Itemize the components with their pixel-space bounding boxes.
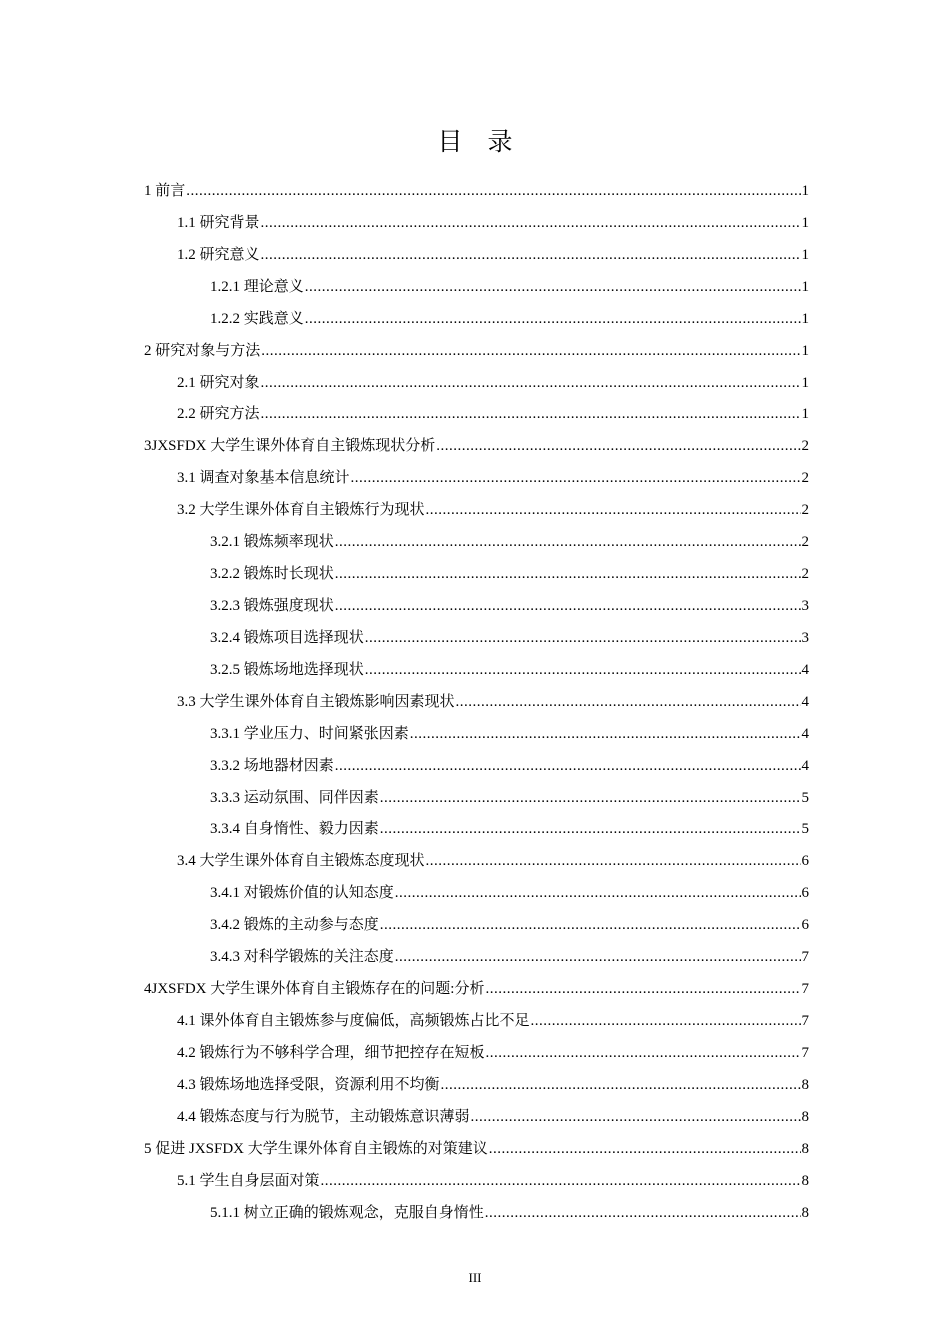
toc-leader-dots bbox=[380, 814, 801, 846]
toc-entry-title: 3.3.2 场地器材因素 bbox=[210, 757, 334, 774]
toc-entry-title: 5.1.1 树立正确的锻炼观念，克服自身惰性 bbox=[210, 1204, 484, 1221]
toc-entry-page: 1 bbox=[801, 246, 809, 263]
toc-entry-page: 1 bbox=[801, 310, 809, 327]
toc-entry-title: 4.4 锻炼态度与行为脱节，主动锻炼意识薄弱 bbox=[177, 1108, 470, 1125]
toc-entry-page: 1 bbox=[801, 406, 809, 423]
toc-entry[interactable] bbox=[144, 399, 809, 431]
toc-entry-title: 3.3.4 自身惰性、毅力因素 bbox=[210, 821, 379, 838]
toc-entry[interactable] bbox=[144, 336, 809, 368]
toc-leader-dots bbox=[489, 1134, 801, 1166]
toc-entry-title: 5.1 学生自身层面对策 bbox=[177, 1172, 320, 1189]
toc-entry[interactable] bbox=[144, 1166, 809, 1198]
toc-entry-page: 3 bbox=[801, 629, 809, 646]
toc-entry[interactable] bbox=[144, 751, 809, 783]
toc-entry-page: 4 bbox=[801, 661, 809, 678]
toc-entry[interactable] bbox=[144, 304, 809, 336]
toc-leader-dots bbox=[321, 1166, 801, 1198]
table-of-contents bbox=[144, 176, 809, 1229]
toc-leader-dots bbox=[261, 399, 801, 431]
toc-entry-page: 8 bbox=[801, 1172, 809, 1189]
toc-entry-title: 4.3 锻炼场地选择受限，资源利用不均衡 bbox=[177, 1076, 440, 1093]
toc-entry[interactable] bbox=[144, 942, 809, 974]
toc-entry-title: 3.1 调查对象基本信息统计 bbox=[177, 470, 350, 487]
toc-entry-title: 3.2.3 锻炼强度现状 bbox=[210, 597, 334, 614]
toc-entry-title: 3.3 大学生课外体育自主锻炼影响因素现状 bbox=[177, 693, 455, 710]
page-title: 目 录 bbox=[437, 127, 513, 156]
toc-leader-dots bbox=[261, 368, 801, 400]
toc-leader-dots bbox=[395, 942, 801, 974]
toc-leader-dots bbox=[365, 623, 801, 655]
toc-entry-title: 3.2.5 锻炼场地选择现状 bbox=[210, 661, 364, 678]
toc-entry-page: 7 bbox=[801, 981, 809, 998]
toc-leader-dots bbox=[335, 527, 801, 559]
toc-entry[interactable] bbox=[144, 591, 809, 623]
toc-entry-page: 6 bbox=[801, 917, 809, 934]
toc-entry-page: 1 bbox=[801, 214, 809, 231]
toc-entry[interactable] bbox=[144, 846, 809, 878]
toc-entry[interactable] bbox=[144, 687, 809, 719]
toc-entry-page: 2 bbox=[801, 534, 809, 551]
toc-leader-dots bbox=[410, 719, 801, 751]
toc-entry-title: 3.2.4 锻炼项目选择现状 bbox=[210, 629, 364, 646]
toc-entry-page: 4 bbox=[801, 725, 809, 742]
toc-entry-title: 2.1 研究对象 bbox=[177, 374, 260, 391]
toc-entry[interactable] bbox=[144, 559, 809, 591]
toc-entry[interactable] bbox=[144, 783, 809, 815]
toc-entry-page: 6 bbox=[801, 885, 809, 902]
toc-leader-dots bbox=[380, 910, 801, 942]
toc-entry-page: 5 bbox=[801, 789, 809, 806]
toc-entry-page: 8 bbox=[801, 1108, 809, 1125]
toc-entry-page: 5 bbox=[801, 821, 809, 838]
toc-entry-title: 1 前言 bbox=[144, 183, 186, 199]
toc-entry-page: 7 bbox=[801, 1012, 809, 1029]
toc-leader-dots bbox=[426, 495, 801, 527]
toc-leader-dots bbox=[365, 655, 801, 687]
toc-entry[interactable] bbox=[144, 431, 809, 463]
page-footer-number: III bbox=[468, 1270, 482, 1285]
toc-leader-dots bbox=[261, 336, 800, 368]
toc-entry[interactable] bbox=[144, 878, 809, 910]
toc-entry-title: 3.4.1 对锻炼价值的认知态度 bbox=[210, 885, 394, 902]
toc-entry-title: 3.3.1 学业压力、时间紧张因素 bbox=[210, 725, 409, 742]
toc-entry[interactable] bbox=[144, 1038, 809, 1070]
toc-entry[interactable] bbox=[144, 910, 809, 942]
toc-leader-dots bbox=[305, 272, 801, 304]
toc-entry[interactable] bbox=[144, 1102, 809, 1134]
toc-entry-title: 2 研究对象与方法 bbox=[144, 342, 261, 359]
toc-entry-title: 4JXSFDX 大学生课外体育自主锻炼存在的问题:分析 bbox=[144, 981, 485, 998]
toc-entry-page: 4 bbox=[801, 693, 809, 710]
toc-leader-dots bbox=[531, 1006, 801, 1038]
toc-leader-dots bbox=[380, 783, 801, 815]
toc-entry-title: 4.2 锻炼行为不够科学合理，细节把控存在短板 bbox=[177, 1044, 485, 1061]
toc-entry[interactable] bbox=[144, 527, 809, 559]
toc-entry[interactable] bbox=[144, 814, 809, 846]
toc-entry-title: 1.2.1 理论意义 bbox=[210, 278, 304, 295]
toc-entry-title: 3.3.3 运动氛围、同伴因素 bbox=[210, 789, 379, 806]
toc-entry-page: 8 bbox=[801, 1076, 809, 1093]
toc-leader-dots bbox=[335, 591, 801, 623]
toc-entry[interactable] bbox=[144, 719, 809, 751]
toc-entry-page: 8 bbox=[801, 1204, 809, 1221]
toc-entry-title: 3.2 大学生课外体育自主锻炼行为现状 bbox=[177, 502, 425, 519]
toc-entry-page: 2 bbox=[801, 438, 809, 455]
toc-entry-title: 3JXSFDX 大学生课外体育自主锻炼现状分析 bbox=[144, 438, 436, 455]
toc-entry[interactable] bbox=[144, 240, 809, 272]
toc-entry-page: 6 bbox=[801, 853, 809, 870]
toc-entry-title: 1.2 研究意义 bbox=[177, 246, 260, 263]
toc-leader-dots bbox=[486, 1038, 801, 1070]
toc-entry-title: 3.4 大学生课外体育自主锻炼态度现状 bbox=[177, 853, 425, 870]
toc-leader-dots bbox=[485, 974, 800, 1006]
toc-entry-title: 3.2.2 锻炼时长现状 bbox=[210, 566, 334, 583]
toc-entry[interactable] bbox=[144, 655, 809, 687]
toc-entry-title: 3.2.1 锻炼频率现状 bbox=[210, 534, 334, 551]
toc-leader-dots bbox=[186, 176, 800, 208]
toc-leader-dots bbox=[485, 1198, 801, 1230]
toc-entry[interactable] bbox=[144, 974, 809, 1006]
toc-entry-page: 1 bbox=[801, 342, 809, 359]
toc-entry[interactable] bbox=[144, 463, 809, 495]
toc-entry[interactable] bbox=[144, 1134, 809, 1166]
toc-leader-dots bbox=[441, 1070, 801, 1102]
toc-entry-page: 7 bbox=[801, 949, 809, 966]
toc-entry[interactable] bbox=[144, 623, 809, 655]
toc-entry-page: 1 bbox=[801, 183, 809, 199]
toc-leader-dots bbox=[471, 1102, 801, 1134]
toc-entry-page: 2 bbox=[801, 566, 809, 583]
toc-entry-title: 4.1 课外体育自主锻炼参与度偏低，高频锻炼占比不足 bbox=[177, 1012, 530, 1029]
toc-leader-dots bbox=[335, 559, 801, 591]
toc-entry-title: 1.1 研究背景 bbox=[177, 214, 260, 231]
toc-entry[interactable] bbox=[144, 495, 809, 527]
toc-leader-dots bbox=[351, 463, 801, 495]
toc-entry-title: 1.2.2 实践意义 bbox=[210, 310, 304, 327]
toc-entry[interactable] bbox=[144, 1198, 809, 1230]
toc-entry-title: 3.4.3 对科学锻炼的关注态度 bbox=[210, 949, 394, 966]
toc-entry-page: 4 bbox=[801, 757, 809, 774]
toc-leader-dots bbox=[261, 208, 801, 240]
toc-leader-dots bbox=[456, 687, 801, 719]
toc-leader-dots bbox=[335, 751, 801, 783]
toc-entry-title: 5 促进 JXSFDX 大学生课外体育自主锻炼的对策建议 bbox=[144, 1140, 488, 1157]
toc-entry-page: 1 bbox=[801, 278, 809, 295]
toc-entry-page: 8 bbox=[801, 1140, 809, 1157]
toc-leader-dots bbox=[261, 240, 801, 272]
toc-leader-dots bbox=[305, 304, 801, 336]
toc-entry[interactable] bbox=[144, 1070, 809, 1102]
toc-leader-dots bbox=[436, 431, 800, 463]
toc-entry[interactable] bbox=[144, 368, 809, 400]
toc-entry-title: 3.4.2 锻炼的主动参与态度 bbox=[210, 917, 379, 934]
toc-leader-dots bbox=[426, 846, 801, 878]
toc-entry[interactable] bbox=[144, 272, 809, 304]
toc-entry-title: 2.2 研究方法 bbox=[177, 406, 260, 423]
toc-entry-page: 2 bbox=[801, 470, 809, 487]
toc-entry[interactable] bbox=[144, 1006, 809, 1038]
toc-entry-page: 7 bbox=[801, 1044, 809, 1061]
toc-entry[interactable] bbox=[144, 176, 809, 208]
toc-entry-page: 2 bbox=[801, 502, 809, 519]
toc-leader-dots bbox=[395, 878, 801, 910]
toc-entry[interactable] bbox=[144, 208, 809, 240]
toc-entry-page: 3 bbox=[801, 597, 809, 614]
toc-entry-page: 1 bbox=[801, 374, 809, 391]
